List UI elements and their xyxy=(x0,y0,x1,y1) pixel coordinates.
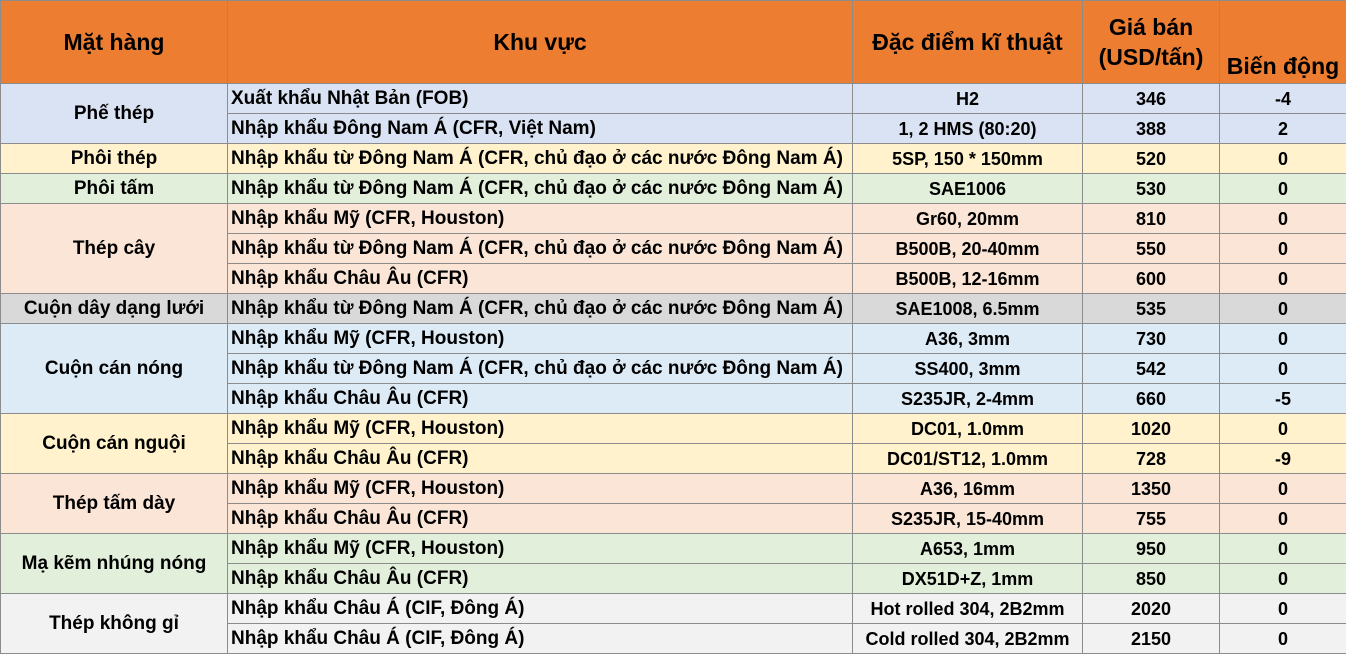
table-row xyxy=(1,144,1346,174)
price-cell: 1020 xyxy=(1083,414,1220,444)
region-cell: Nhập khẩu từ Đông Nam Á (CFR, chủ đạo ở các nước Đông Nam Á) xyxy=(228,294,853,324)
item-name-cell: Thép tấm dày xyxy=(1,474,228,534)
header-spec: Đặc điểm kĩ thuật xyxy=(853,1,1083,84)
spec-cell: DC01, 1.0mm xyxy=(853,414,1083,444)
table-row xyxy=(1,204,1346,234)
spec-cell: 5SP, 150 * 150mm xyxy=(853,144,1083,174)
price-cell: 542 xyxy=(1083,354,1220,384)
region-cell: Nhập khẩu từ Đông Nam Á (CFR, chủ đạo ở các nước Đông Nam Á) xyxy=(228,234,853,264)
region-cell: Nhập khẩu Đông Nam Á (CFR, Việt Nam) xyxy=(228,114,853,144)
price-cell: 346 xyxy=(1083,84,1220,114)
spec-cell: H2 xyxy=(853,84,1083,114)
table-row xyxy=(1,84,1346,114)
item-name-cell: Phôi thép xyxy=(1,144,228,174)
spec-cell: S235JR, 2-4mm xyxy=(853,384,1083,414)
price-cell: 810 xyxy=(1083,204,1220,234)
header-price xyxy=(1083,1,1220,84)
spec-cell: A36, 16mm xyxy=(853,474,1083,504)
price-cell: 728 xyxy=(1083,444,1220,474)
change-cell: -5 xyxy=(1220,384,1346,414)
price-cell: 730 xyxy=(1083,324,1220,354)
change-cell: 0 xyxy=(1220,354,1346,384)
change-cell: -4 xyxy=(1220,84,1346,114)
region-cell: Nhập khẩu Châu Âu (CFR) xyxy=(228,384,853,414)
change-cell: 0 xyxy=(1220,624,1346,654)
item-name-cell: Cuộn dây dạng lưới xyxy=(1,294,228,324)
item-name-cell: Thép không gỉ xyxy=(1,594,228,654)
change-cell: -9 xyxy=(1220,444,1346,474)
price-cell: 600 xyxy=(1083,264,1220,294)
price-cell: 2020 xyxy=(1083,594,1220,624)
region-cell: Nhập khẩu Mỹ (CFR, Houston) xyxy=(228,324,853,354)
price-cell: 1350 xyxy=(1083,474,1220,504)
region-cell: Nhập khẩu Mỹ (CFR, Houston) xyxy=(228,204,853,234)
region-cell: Xuất khẩu Nhật Bản (FOB) xyxy=(228,84,853,114)
change-cell: 0 xyxy=(1220,564,1346,594)
price-cell: 755 xyxy=(1083,504,1220,534)
region-cell: Nhập khẩu Châu Á (CIF, Đông Á) xyxy=(228,624,853,654)
region-cell: Nhập khẩu từ Đông Nam Á (CFR, chủ đạo ở các nước Đông Nam Á) xyxy=(228,354,853,384)
table-row xyxy=(1,594,1346,624)
price-cell: 2150 xyxy=(1083,624,1220,654)
region-cell: Nhập khẩu từ Đông Nam Á (CFR, chủ đạo ở các nước Đông Nam Á) xyxy=(228,144,853,174)
table-row xyxy=(1,324,1346,354)
item-name-cell: Cuộn cán nguội xyxy=(1,414,228,474)
header-item: Mặt hàng xyxy=(1,1,228,84)
table-row xyxy=(1,474,1346,504)
spec-cell: S235JR, 15-40mm xyxy=(853,504,1083,534)
change-cell: 0 xyxy=(1220,594,1346,624)
header-region: Khu vực xyxy=(228,1,853,84)
change-cell: 0 xyxy=(1220,264,1346,294)
spec-cell: A36, 3mm xyxy=(853,324,1083,354)
spec-cell: B500B, 12-16mm xyxy=(853,264,1083,294)
change-cell: 0 xyxy=(1220,174,1346,204)
price-cell: 550 xyxy=(1083,234,1220,264)
table-row xyxy=(1,294,1346,324)
header-price-line2: (USD/tấn) xyxy=(1098,44,1204,70)
price-cell: 530 xyxy=(1083,174,1220,204)
region-cell: Nhập khẩu Châu Âu (CFR) xyxy=(228,504,853,534)
item-name-cell: Phế thép xyxy=(1,84,228,144)
spec-cell: DX51D+Z, 1mm xyxy=(853,564,1083,594)
change-cell: 0 xyxy=(1220,324,1346,354)
region-cell: Nhập khẩu Châu Á (CIF, Đông Á) xyxy=(228,594,853,624)
table-row xyxy=(1,534,1346,564)
item-name-cell: Mạ kẽm nhúng nóng xyxy=(1,534,228,594)
region-cell: Nhập khẩu Châu Âu (CFR) xyxy=(228,444,853,474)
price-cell: 520 xyxy=(1083,144,1220,174)
table-row xyxy=(1,414,1346,444)
change-cell: 0 xyxy=(1220,204,1346,234)
item-name-cell: Cuộn cán nóng xyxy=(1,324,228,414)
spec-cell: SAE1008, 6.5mm xyxy=(853,294,1083,324)
change-cell: 2 xyxy=(1220,114,1346,144)
header-change: Biến động xyxy=(1220,1,1346,84)
change-cell: 0 xyxy=(1220,144,1346,174)
spec-cell: SS400, 3mm xyxy=(853,354,1083,384)
header-price-line1: Giá bán xyxy=(1108,14,1194,40)
spec-cell: Gr60, 20mm xyxy=(853,204,1083,234)
region-cell: Nhập khẩu Mỹ (CFR, Houston) xyxy=(228,414,853,444)
spec-cell: 1, 2 HMS (80:20) xyxy=(853,114,1083,144)
table-row xyxy=(1,174,1346,204)
change-cell: 0 xyxy=(1220,504,1346,534)
price-cell: 850 xyxy=(1083,564,1220,594)
price-cell: 660 xyxy=(1083,384,1220,414)
table-body xyxy=(1,84,1346,654)
spec-cell: Cold rolled 304, 2B2mm xyxy=(853,624,1083,654)
item-name-cell: Phôi tấm xyxy=(1,174,228,204)
spec-cell: Hot rolled 304, 2B2mm xyxy=(853,594,1083,624)
spec-cell: A653, 1mm xyxy=(853,534,1083,564)
region-cell: Nhập khẩu Mỹ (CFR, Houston) xyxy=(228,534,853,564)
spec-cell: B500B, 20-40mm xyxy=(853,234,1083,264)
spec-cell: DC01/ST12, 1.0mm xyxy=(853,444,1083,474)
change-cell: 0 xyxy=(1220,474,1346,504)
change-cell: 0 xyxy=(1220,234,1346,264)
change-cell: 0 xyxy=(1220,534,1346,564)
price-cell: 388 xyxy=(1083,114,1220,144)
spec-cell: SAE1006 xyxy=(853,174,1083,204)
item-name-cell: Thép cây xyxy=(1,204,228,294)
change-cell: 0 xyxy=(1220,294,1346,324)
header-row xyxy=(1,1,1346,84)
region-cell: Nhập khẩu từ Đông Nam Á (CFR, chủ đạo ở các nước Đông Nam Á) xyxy=(228,174,853,204)
change-cell: 0 xyxy=(1220,414,1346,444)
region-cell: Nhập khẩu Châu Âu (CFR) xyxy=(228,564,853,594)
price-cell: 950 xyxy=(1083,534,1220,564)
region-cell: Nhập khẩu Mỹ (CFR, Houston) xyxy=(228,474,853,504)
region-cell: Nhập khẩu Châu Âu (CFR) xyxy=(228,264,853,294)
price-cell: 535 xyxy=(1083,294,1220,324)
